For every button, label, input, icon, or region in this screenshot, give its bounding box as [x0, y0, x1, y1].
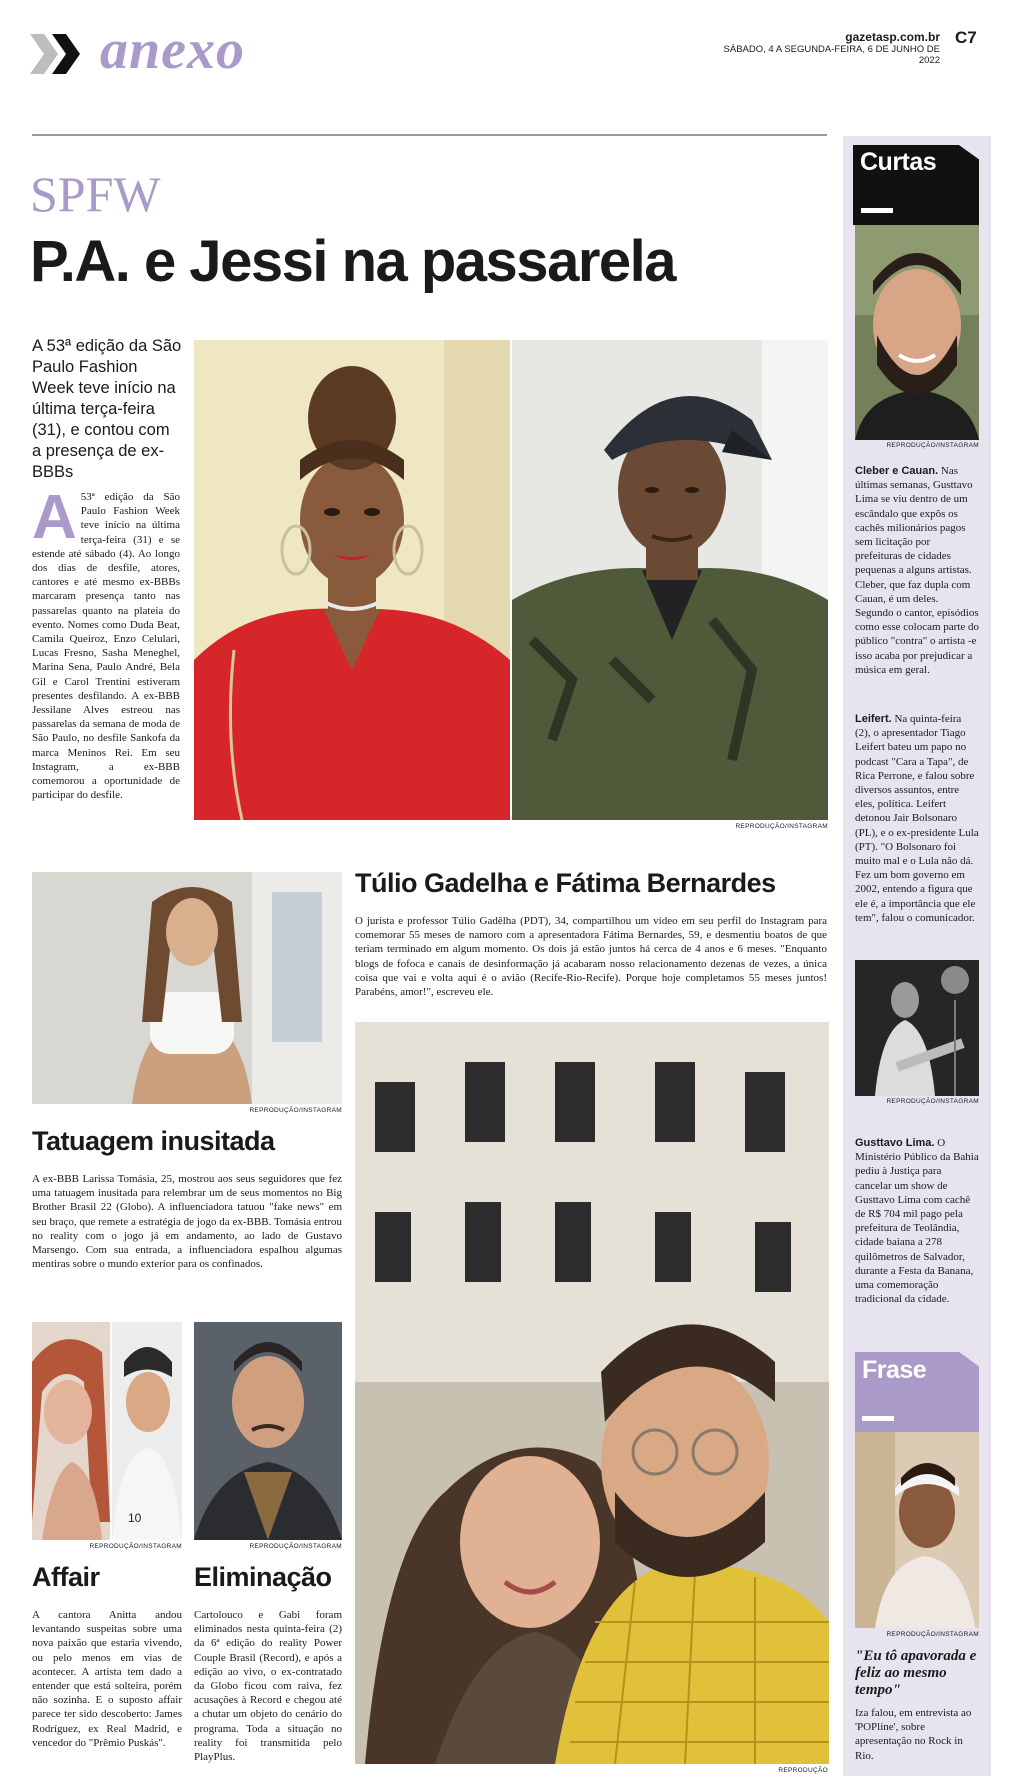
photo-james	[112, 1322, 182, 1540]
photo-credit: REPRODUÇÃO	[778, 1767, 828, 1774]
tulio-headline: Túlio Gadelha e Fátima Bernardes	[355, 868, 776, 898]
edition-date: SÁBADO, 4 A SEGUNDA-FEIRA, 6 DE JUNHO DE 2022	[723, 44, 940, 66]
page-number: C7	[955, 28, 977, 47]
note-body: Nas últimas semanas, Gusttavo Lima se viu dentro de um escândalo que expôs os cachês milionários pagos sem licitação por prefeituras de cidades pequenas a alguns artistas. Cleber, que faz dupla com Cauan, é um deles. Segundo o cantor, episódios como esse colocam parte do público "contra" o artista -e isso acaba por prejudicar a música em geral.	[855, 465, 980, 676]
curtas-title: Curtas	[860, 148, 937, 176]
note-gusttavo-lima	[855, 1136, 979, 1306]
photo-credit: REPRODUÇÃO/INSTAGRAM	[249, 1543, 342, 1550]
photo-anitta	[32, 1322, 110, 1540]
story-kicker: SPFW	[30, 166, 161, 222]
affair-headline: Affair	[32, 1562, 100, 1592]
header-rule	[32, 134, 827, 136]
quote-text: "Eu tô apavorada e feliz ao mesmo tempo"	[855, 1648, 977, 1698]
note-body: O Ministério Público da Bahia pediu à Justiça para cancelar um show de Gusttavo Lima com cachê de R$ 704 mil pago pela prefeitura de Teolândia, cidade baiana a 278 quilômetros de Salvador, durante a Festa da Banana, uma comemoração tradicional da cidade.	[855, 1137, 979, 1306]
note-leifert	[855, 712, 979, 925]
story-body	[32, 483, 180, 802]
elimination-body: Cartolouco e Gabi foram eliminados nesta quinta-feira (2) da 6ª edição do reality Power Couple Brasil (Record), e após a edição ao vivo, o ex-contratado da Globo ficou com raiva, fez acusações à Record e chegou até a chutar um objeto do cenário do programa. Toda a situação no reality foi transmitida pelo PlayPlus.	[194, 1609, 342, 1764]
photo-pa	[512, 340, 828, 820]
tulio-body: O jurista e professor Túlio Gadêlha (PDT), 34, compartilhou um vídeo em seu perfil do Instagram para comemorar 55 meses de namoro com a apresentadora Fátima Bernardes, 59, e desmentiu boatos de que teriam terminado em algum momento. Os dois já estão juntos há cerca de 4 anos e 6 meses. "Enquanto blogs de fofoca e canais de desinformação já acabaram nosso relacionamento dezenas de vezes, a única coisa que vai e volta aqui é o avião (Recife-Rio-Recife). Porque hoje completamos 55 meses juntos! Parabéns, amor!", escreveu ele.	[355, 915, 827, 999]
note-lead: Leifert.	[855, 713, 892, 725]
photo-credit: REPRODUÇÃO/INSTAGRAM	[886, 1631, 979, 1638]
photo-larissa	[32, 872, 342, 1104]
story-body-text: 53ª edição da São Paulo Fashion Week teve início na última terça-feira (31) e se estende até sábado (4). Ao longo dos dias de desfile, atores, cantores e até mesmo ex-BBBs marcaram presença tanto nas passarelas quanto na plateia do evento. Nomes como Duda Beat, Camila Queiroz, Enzo Celulari, Lucas Fresno, Sasha Meneghel, Marina Sena, Paulo André, Bela Gil e Carol Trentini estiveram presentes desfilando. A ex-BBB Jessilane Alves estreou nas passarelas da semana de moda de São Paulo, no desfile Sankofa da marca Meninos Rei. Em seu Instagram, a ex-BBB comemorou a oportunidade de participar do desfile.	[32, 491, 180, 802]
photo-credit: REPRODUÇÃO/INSTAGRAM	[735, 823, 828, 830]
drop-cap: A	[32, 483, 77, 552]
note-lead: Cleber e Cauan.	[855, 465, 939, 477]
tattoo-body: A ex-BBB Larissa Tomásia, 25, mostrou aos seus seguidores que fez uma tatuagem inusitada para relembrar um de seus momentos no Big Brother Brasil 22 (Globo). A influenciadora tatuou "fake news" em seu braço, que remete a estratégia de jogo da ex-BBB. Tomásia entrou no reality com o jogo já em andamento, ao lado de Gustavo Marsengo. Com sua entrada, a influenciadora espalhou algumas mentiras sobre o mundo exterior para os confinados.	[32, 1173, 342, 1271]
photo-credit: REPRODUÇÃO/INSTAGRAM	[89, 1543, 182, 1550]
photo-tulio-fatima	[355, 1022, 829, 1764]
note-lead: Gusttavo Lima.	[855, 1137, 935, 1149]
tattoo-headline: Tatuagem inusitada	[32, 1126, 275, 1156]
frase-title: Frase	[862, 1356, 927, 1384]
note-cleber-cauan	[855, 464, 979, 677]
photo-jessilane	[194, 340, 510, 820]
photo-iza	[855, 1432, 979, 1628]
svg-text:10: 10	[128, 1511, 142, 1525]
photo-cleber	[855, 225, 979, 440]
affair-body: A cantora Anitta andou levantando suspeitas sobre uma nova paixão que estaria vivendo, ou pelo menos em vias de acontecer. A artista tem dado a entender que está solteira, porém não sozinha. E o suposto affair parece ter sido descoberto: James Rodríguez, ex Real Madrid, e vencedor do "Prêmio Puskás".	[32, 1609, 182, 1749]
section-name: anexo	[100, 19, 245, 81]
quote-attribution: Iza falou, em entrevista ao 'POPline', sobre apresentação no Rock in Rio.	[855, 1707, 972, 1762]
frase-dash	[862, 1416, 894, 1421]
site-url: gazetasp.com.br	[845, 30, 940, 44]
story-lead: A 53ª edição da São Paulo Fashion Week teve início na última terça-feira (31), e contou com a presença de ex-BBBs	[32, 337, 182, 481]
note-body: Na quinta-feira (2), o apresentador Tiago Leifert bateu um papo no podcast "Cara a Tapa", de Rica Perrone, e falou sobre diversos assuntos, entre eles, política. Leifert detonou Jair Bolsonaro (PL), e o ex-presidente Lula (PT). "O Bolsonaro foi muito mal e o Lula não dá. Fez um bom governo em 2002, entendo a figura que ele é, a importância que ele tem", falou o comunicador.	[855, 713, 979, 924]
photo-credit: REPRODUÇÃO/INSTAGRAM	[886, 1098, 979, 1105]
photo-concert	[855, 960, 979, 1096]
photo-cartolouco	[194, 1322, 342, 1540]
photo-credit: REPRODUÇÃO/INSTAGRAM	[249, 1107, 342, 1114]
photo-credit: REPRODUÇÃO/INSTAGRAM	[886, 442, 979, 449]
elimination-headline: Eliminação	[194, 1562, 332, 1592]
section-logo-chevrons	[30, 30, 90, 78]
main-headline: P.A. e Jessi na passarela	[30, 229, 676, 294]
curtas-dash	[861, 208, 893, 213]
